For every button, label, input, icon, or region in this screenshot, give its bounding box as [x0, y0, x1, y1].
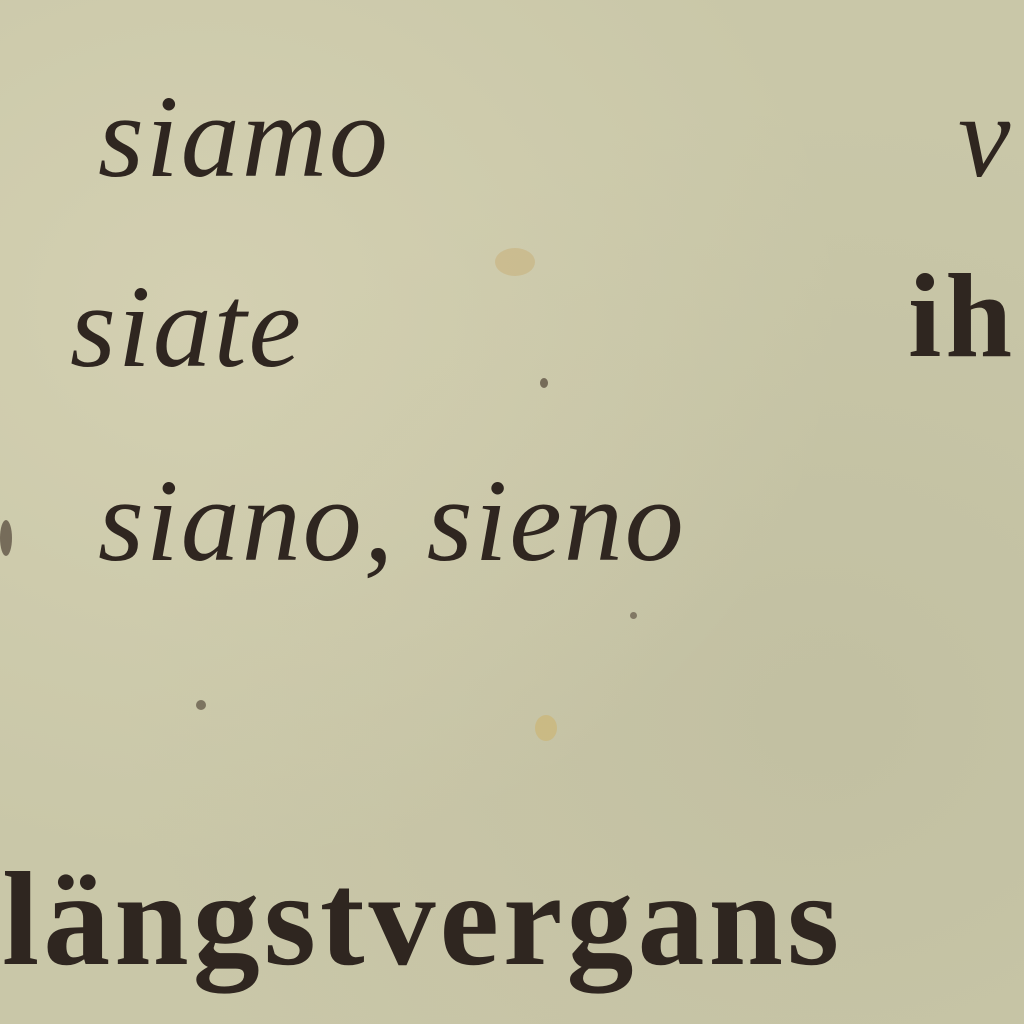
paper-stain [0, 520, 12, 556]
paper-stain [196, 700, 206, 710]
text-line-2-right: ih [908, 249, 1017, 382]
text-line-4: längstvergans [2, 845, 844, 993]
paper-stain [540, 378, 548, 388]
text-line-1-right: v [958, 71, 1013, 202]
text-line-2-left: siate [70, 261, 303, 392]
paper-stain [535, 715, 557, 741]
text-line-3: siano, sieno [98, 455, 686, 586]
paper-stain [495, 248, 535, 276]
paper-stain [630, 612, 637, 619]
text-line-1-left: siamo [98, 71, 390, 202]
